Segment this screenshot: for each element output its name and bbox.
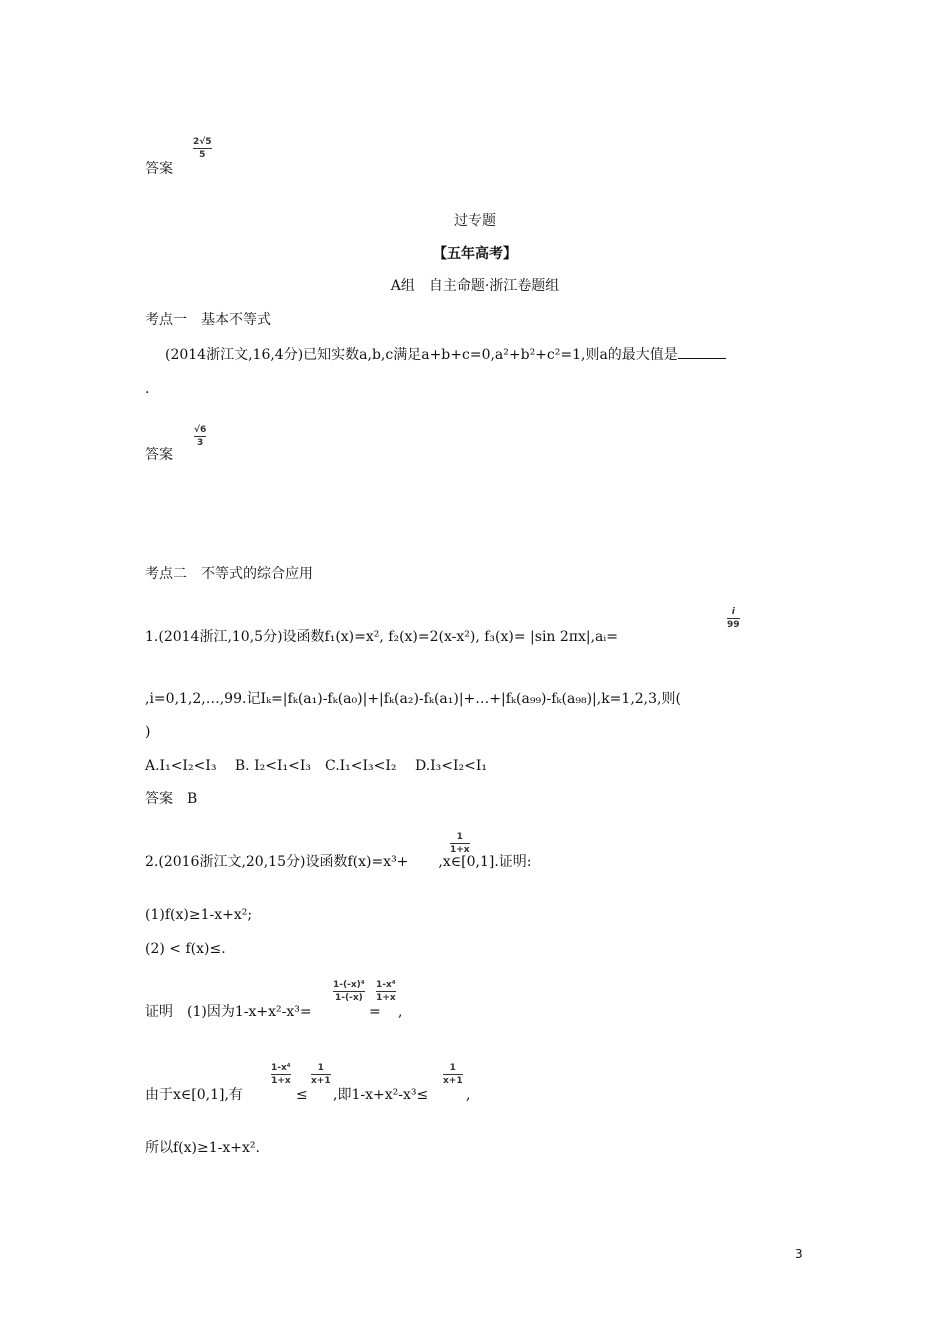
fraction-denominator: x+1	[443, 1076, 463, 1086]
answer-blank	[678, 346, 726, 359]
section-title: 过专题	[454, 213, 496, 229]
fraction-denominator: 1+x	[450, 845, 470, 855]
fraction-denominator: x+1	[311, 1076, 331, 1086]
point1-answer-fraction	[194, 425, 206, 448]
point1-question-text: (2014浙江文,16,4分)已知实数a,b,c满足a+b+c=0,a²+b²+c²=1,则a的最大值是	[165, 347, 678, 363]
q1-fraction	[727, 607, 740, 630]
proof-fraction-3	[271, 1063, 291, 1086]
page-number: 3	[795, 1247, 803, 1261]
point1-heading: 考点一 基本不等式	[145, 312, 271, 328]
fraction-denominator: 99	[727, 620, 740, 630]
fraction-denominator: 5	[199, 150, 206, 160]
q1-line2: ,i=0,1,2,…,99.记Iₖ=|fₖ(a₁)-fₖ(a₀)|+|fₖ(a₂)-fₖ(a₁)|+…+|fₖ(a₉₉)-fₖ(a₉₈)|,k=1,2,3,则(	[145, 691, 681, 707]
point1-answer-label: 答案	[145, 447, 173, 463]
point1-question	[165, 346, 726, 364]
q2-fraction	[450, 832, 470, 855]
point2-heading: 考点二 不等式的综合应用	[145, 566, 313, 582]
proof-equals: =	[369, 1004, 381, 1020]
fraction-denominator: 1-(-x)	[334, 993, 363, 1003]
proof-fraction-2	[376, 980, 396, 1003]
group-title: A组 自主命题·浙江卷题组	[390, 278, 560, 294]
q1-line1: 1.(2014浙江,10,5分)设函数f₁(x)=x², f₂(x)=2(x-x²), f₃(x)= |sin 2πx|,aᵢ=	[145, 629, 618, 645]
q1-options: A.I₁<I₂<I₃ B. I₂<I₁<I₃ C.I₁<I₃<I₂ D.I₃<I₂<I₁	[145, 758, 488, 774]
proof-line2-b: ,即1-x+x²-x³≤	[333, 1087, 429, 1103]
proof-fraction-5	[443, 1063, 463, 1086]
fraction-denominator: 3	[197, 438, 204, 448]
fraction-denominator: 1+x	[271, 1076, 291, 1086]
q2-line1-tail: ,x∈[0,1].证明:	[438, 854, 532, 870]
q1-answer: 答案 B	[145, 791, 198, 807]
proof-le: ≤	[296, 1087, 308, 1103]
fraction-numerator: 1	[317, 1063, 324, 1073]
q2-line1	[145, 853, 532, 871]
fraction-numerator: √6	[194, 425, 207, 435]
fraction-numerator: 1-(-x)⁴	[333, 980, 365, 990]
proof-line3: 所以f(x)≥1-x+x².	[145, 1140, 260, 1156]
point1-tail: .	[145, 381, 150, 397]
fraction-numerator: 1	[449, 1063, 456, 1073]
top-answer-label: 答案	[145, 161, 173, 177]
q1-line3: )	[145, 724, 151, 740]
q2-part2: (2) < f(x)≤.	[145, 941, 226, 957]
top-answer-fraction	[193, 137, 212, 160]
proof-fraction-4	[311, 1063, 331, 1086]
proof-line1: 证明 (1)因为1-x+x²-x³=	[145, 1004, 312, 1020]
q2-part1: (1)f(x)≥1-x+x²;	[145, 907, 253, 923]
fraction-denominator: 1+x	[376, 993, 396, 1003]
fraction-numerator: i	[731, 607, 735, 617]
fraction-numerator: 1-x⁴	[376, 980, 396, 990]
proof-line2-c: ,	[466, 1087, 471, 1103]
fraction-numerator: 2√5	[193, 137, 212, 147]
q2-line1-text: 2.(2016浙江文,20,15分)设函数f(x)=x³+	[145, 854, 409, 870]
proof-line2-a: 由于x∈[0,1],有	[145, 1087, 243, 1103]
proof-fraction-1	[333, 980, 365, 1003]
fraction-numerator: 1-x⁴	[271, 1063, 291, 1073]
subsection-title: 【五年高考】	[433, 246, 517, 262]
proof-comma: ,	[398, 1004, 403, 1020]
fraction-numerator: 1	[456, 832, 463, 842]
